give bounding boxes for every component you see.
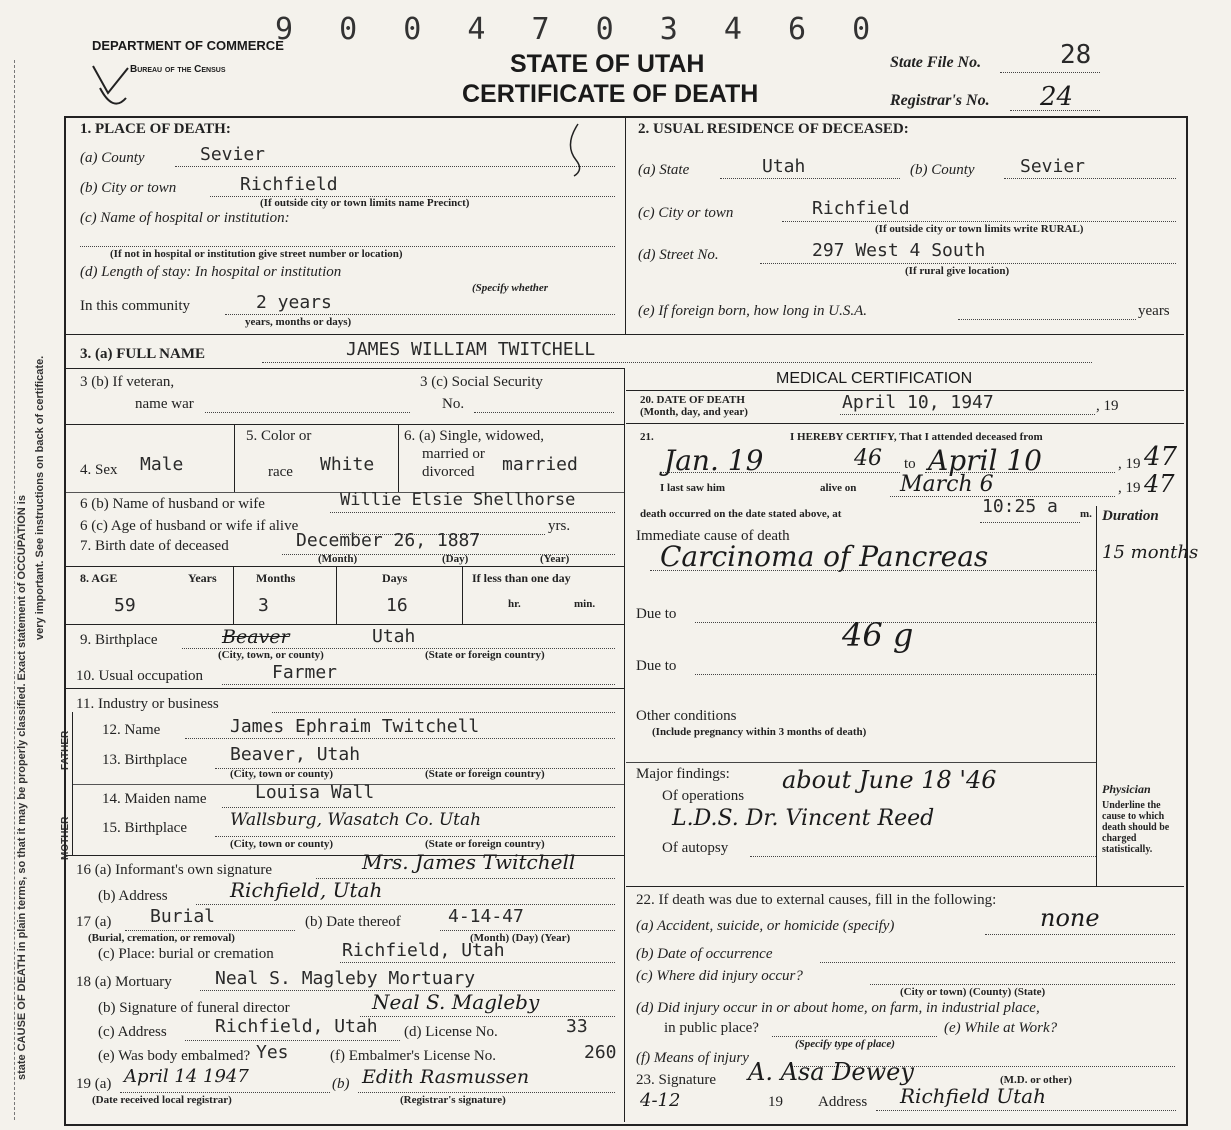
pod-community-label: In this community: [80, 298, 190, 314]
burial-place-label: (c) Place: burial or cremation: [98, 946, 274, 962]
birthplace-label: 9. Birthplace: [80, 632, 158, 648]
operations-value-2: L.D.S. Dr. Vincent Reed: [672, 806, 935, 831]
registrar-signature-note: (Registrar's signature): [400, 1094, 506, 1106]
res-city-label: (c) City or town: [638, 205, 734, 221]
birthdate-month-note: (Month): [318, 553, 358, 565]
death-date-19: , 19: [1096, 398, 1119, 414]
bureau-name: Bureau of the Census: [130, 64, 226, 75]
check-mark-icon: [88, 58, 134, 118]
last-saw-date: March 6: [900, 472, 994, 497]
res-street-note: (If rural give location): [905, 265, 1010, 277]
age-min-label: min.: [574, 598, 596, 610]
death-date-value: April 10, 1947: [842, 392, 994, 413]
physician-md-note: (M.D. or other): [1000, 1074, 1072, 1086]
pod-community-note: years, months or days): [245, 316, 352, 328]
mother-birthplace-value: Wallsburg, Wasatch Co. Utah: [230, 810, 482, 830]
res-street-label: (d) Street No.: [638, 247, 719, 263]
informant-signature: Mrs. James Twitchell: [362, 850, 576, 874]
embalmed-label: (e) Was body embalmed?: [98, 1048, 251, 1064]
birthdate-year-note: (Year): [540, 553, 570, 565]
registrar-b-label: (b): [332, 1076, 350, 1092]
attended-from-year: 46: [854, 446, 882, 471]
father-birthplace-state-note: (State or foreign country): [425, 768, 545, 780]
medical-certification-heading: MEDICAL CERTIFICATION: [776, 370, 973, 387]
birthplace-state-note: (State or foreign country): [425, 649, 545, 661]
immediate-cause-label: Immediate cause of death: [636, 528, 790, 544]
death-date-label: 20. DATE OF DEATH: [640, 394, 745, 406]
registrar-number: 24: [1040, 82, 1074, 112]
department-name: DEPARTMENT OF COMMERCE: [92, 38, 284, 53]
mortuary-address-value: Richfield, Utah: [215, 1016, 378, 1037]
res-city-note: (If outside city or town limits write RURAL): [875, 223, 1084, 235]
external-causes-heading: 22. If death was due to external causes, fill in the following:: [636, 892, 997, 908]
funeral-director-label: (b) Signature of funeral director: [98, 1000, 290, 1016]
place-of-death-heading: 1. PLACE OF DEATH:: [80, 121, 231, 137]
alive-on-label: alive on: [820, 482, 857, 494]
industry-label: 11. Industry or business: [76, 696, 219, 712]
mother-birthplace-state-note: (State or foreign country): [425, 838, 545, 850]
last-saw-19: , 19: [1118, 480, 1141, 496]
res-county-value: Sevier: [1020, 156, 1086, 177]
pod-hospital-note: (If not in hospital or institution give street number or location): [110, 248, 403, 260]
birthdate-label: 7. Birth date of deceased: [80, 538, 229, 554]
spouse-label: 6 (b) Name of husband or wife: [80, 496, 265, 512]
pod-county-value: Sevier: [200, 144, 266, 165]
sex-value: Male: [140, 454, 184, 475]
age-years-value: 59: [114, 595, 136, 616]
major-findings-label: Major findings:: [636, 766, 730, 782]
funeral-director-signature: Neal S. Magleby: [372, 990, 540, 1014]
while-at-work-label: (e) While at Work?: [944, 1020, 1058, 1036]
mother-birthplace-label: 15. Birthplace: [102, 820, 187, 836]
marital-label: 6. (a) Single, widowed,: [404, 428, 544, 444]
veteran-war-label: name war: [135, 396, 194, 412]
veteran-label: 3 (b) If veteran,: [80, 374, 175, 390]
injury-place-label: (d) Did injury occur in or about home, on farm, in industrial place,: [636, 1000, 1040, 1016]
age-less-label: If less than one day: [472, 571, 571, 585]
age-months-label: Months: [256, 571, 296, 585]
pod-community-value: 2 years: [256, 292, 332, 313]
burial-type-note: (Burial, cremation, or removal): [88, 932, 235, 944]
burial-date-value: 4-14-47: [448, 906, 524, 927]
father-birthplace-city-note: (City, town or county): [230, 768, 334, 780]
full-name-label: 3. (a) FULL NAME: [80, 346, 205, 362]
informant-label: 16 (a) Informant's own signature: [76, 862, 272, 878]
race-value: White: [320, 454, 375, 475]
registrar-num-label: 19 (a): [76, 1076, 112, 1092]
father-name-value: James Ephraim Twitchell: [230, 716, 480, 737]
state-file-number: 28: [1060, 40, 1092, 70]
spouse-age-label: 6 (c) Age of husband or wife if alive: [80, 518, 299, 534]
operations-value: about June 18 '46: [782, 766, 997, 794]
means-injury-label: (f) Means of injury: [636, 1050, 749, 1066]
burial-type-value: Burial: [150, 906, 216, 927]
attended-from-date: Jan. 19: [664, 444, 764, 477]
signature-date: 4-12: [640, 1090, 681, 1111]
public-place-label: in public place?: [664, 1020, 759, 1036]
embalmed-value: Yes: [256, 1042, 289, 1063]
age-days-value: 16: [386, 595, 408, 616]
where-occur-note: (City or town) (County) (State): [900, 986, 1046, 998]
spouse-age-yrs: yrs.: [548, 518, 571, 534]
marital-label-3: divorced: [422, 464, 475, 480]
age-label: 8. AGE: [80, 571, 118, 585]
age-hr-label: hr.: [508, 598, 521, 610]
attended-to-date: April 10: [928, 444, 1042, 477]
state-heading: STATE OF UTAH: [510, 50, 705, 78]
physician-address-value: Richfield Utah: [900, 1084, 1046, 1108]
death-date-note: (Month, day, and year): [640, 406, 748, 418]
physician-address-label: Address: [818, 1094, 868, 1110]
res-city-value: Richfield: [812, 198, 910, 219]
attended-to-year: 47: [1144, 442, 1178, 472]
signature-19: 19: [768, 1094, 783, 1110]
last-saw-year: 47: [1144, 470, 1175, 498]
physician-note: Underline the cause to which death should be charged statistically.: [1102, 800, 1170, 855]
physician-label: Physician: [1102, 782, 1151, 796]
operations-label: Of operations: [662, 788, 745, 804]
pod-city-note: (If outside city or town limits name Precinct): [260, 197, 470, 209]
registrar-date-note: (Date received local registrar): [92, 1094, 232, 1106]
burial-place-value: Richfield, Utah: [342, 940, 505, 961]
birthplace-city: Beaver: [222, 626, 290, 648]
informant-address-value: Richfield, Utah: [230, 878, 383, 902]
certify-text: I HEREBY CERTIFY, That I attended deceased from: [790, 431, 1043, 443]
physician-signature-label: 23. Signature: [636, 1072, 716, 1088]
license-value: 33: [566, 1016, 588, 1037]
res-county-label: (b) County: [910, 162, 975, 178]
attended-to-label: to: [904, 456, 916, 472]
left-margin-instructions: [0, 0, 71, 1130]
license-label: (d) License No.: [404, 1024, 498, 1040]
burial-num-label: 17 (a): [76, 914, 112, 930]
res-years-label: years: [1138, 303, 1170, 319]
due-to-1-label: Due to: [636, 606, 677, 622]
social-security-label: 3 (c) Social Security: [420, 374, 543, 390]
birthdate-value: December 26, 1887: [296, 530, 481, 551]
pod-stay-label: (d) Length of stay: In hospital or institution: [80, 264, 342, 280]
res-foreign-label: (e) If foreign born, how long in U.S.A.: [638, 303, 868, 319]
last-saw-label: I last saw him: [660, 482, 726, 494]
mother-side-label: MOTHER: [60, 816, 71, 860]
certificate-serial-number: 9 0 0 4 7 0 3 4 6 0: [275, 12, 885, 47]
burial-date-note: (Month) (Day) (Year): [470, 932, 571, 944]
social-security-no-label: No.: [442, 396, 465, 412]
handwritten-mark-icon: [560, 120, 590, 180]
pod-hospital-label: (c) Name of hospital or institution:: [80, 210, 290, 226]
certificate-title: CERTIFICATE OF DEATH: [462, 80, 759, 108]
occurred-m: m.: [1080, 508, 1092, 520]
full-name-value: JAMES WILLIAM TWITCHELL: [346, 339, 596, 360]
pod-county-label: (a) County: [80, 150, 145, 166]
occurred-time: 10:25 a: [982, 496, 1058, 517]
residence-heading: 2. USUAL RESIDENCE OF DECEASED:: [638, 121, 909, 137]
father-birthplace-label: 13. Birthplace: [102, 752, 187, 768]
accident-label: (a) Accident, suicide, or homicide (specify): [636, 918, 895, 934]
margin-perforation: [14, 60, 15, 1120]
other-conditions-note: (Include pregnancy within 3 months of death): [652, 726, 867, 738]
attended-to-19: , 19: [1118, 456, 1141, 472]
immediate-cause-duration: 15 months: [1102, 542, 1199, 563]
margin-instruction-line1: state CAUSE OF DEATH in plain terms, so that it may be properly classified. Exact statement of OCCUPATION is: [16, 495, 28, 1080]
age-days-label: Days: [382, 571, 408, 585]
due-to-2-label: Due to: [636, 658, 677, 674]
duration-label: Duration: [1102, 508, 1159, 524]
certify-num: 21.: [640, 431, 654, 443]
embalmer-license-label: (f) Embalmer's License No.: [330, 1048, 496, 1064]
burial-date-label: (b) Date thereof: [305, 914, 401, 930]
res-state-label: (a) State: [638, 162, 690, 178]
pod-specify-note: (Specify whether: [472, 282, 549, 294]
age-months-value: 3: [258, 595, 269, 616]
accident-value: none: [1040, 904, 1100, 932]
color-label: 5. Color or: [246, 428, 312, 444]
res-state-value: Utah: [762, 156, 806, 177]
pod-city-value: Richfield: [240, 174, 338, 195]
state-file-label: State File No.: [890, 54, 982, 71]
pod-city-label: (b) City or town: [80, 180, 177, 196]
birthdate-day-note: (Day): [442, 553, 469, 565]
occurred-label: death occurred on the date stated above, at: [640, 508, 842, 520]
margin-instruction-line2: very important. See instructions on back of certificate.: [34, 355, 46, 640]
due-to-1-value: 46 g: [842, 616, 914, 654]
date-occurrence-label: (b) Date of occurrence: [636, 946, 773, 962]
registrar-signature: Edith Rasmussen: [362, 1066, 530, 1088]
father-birthplace-value: Beaver, Utah: [230, 744, 361, 765]
race-label: race: [268, 464, 293, 480]
registrar-date-value: April 14 1947: [124, 1066, 249, 1087]
embalmer-license-value: 260: [584, 1042, 617, 1063]
registrar-number-label: Registrar's No.: [890, 92, 990, 109]
mother-birthplace-city-note: (City, town or county): [230, 838, 334, 850]
occupation-value: Farmer: [272, 662, 338, 683]
mortuary-address-label: (c) Address: [98, 1024, 167, 1040]
birthplace-state: Utah: [372, 626, 416, 647]
mother-maiden-label: 14. Maiden name: [102, 791, 207, 807]
sex-label: 4. Sex: [80, 462, 118, 478]
father-name-label: 12. Name: [102, 722, 161, 738]
marital-label-2: married or: [422, 446, 485, 462]
where-occur-label: (c) Where did injury occur?: [636, 968, 803, 984]
occupation-label: 10. Usual occupation: [76, 668, 204, 684]
birthplace-city-note: (City, town, or county): [218, 649, 324, 661]
mortuary-name-value: Neal S. Magleby Mortuary: [215, 968, 476, 989]
informant-address-label: (b) Address: [98, 888, 168, 904]
mortuary-label: 18 (a) Mortuary: [76, 974, 172, 990]
marital-value: married: [502, 454, 578, 475]
spouse-value: Willie Elsie Shellhorse: [340, 490, 576, 510]
autopsy-label: Of autopsy: [662, 840, 729, 856]
other-conditions-label: Other conditions: [636, 708, 737, 724]
mother-maiden-value: Louisa Wall: [255, 782, 375, 803]
place-type-note: (Specify type of place): [795, 1038, 895, 1050]
physician-signature: A. Asa Dewey: [748, 1058, 914, 1086]
immediate-cause-value: Carcinoma of Pancreas: [660, 540, 989, 573]
res-street-value: 297 West 4 South: [812, 240, 986, 261]
age-years-label: Years: [188, 571, 217, 585]
father-side-label: FATHER: [60, 730, 71, 770]
